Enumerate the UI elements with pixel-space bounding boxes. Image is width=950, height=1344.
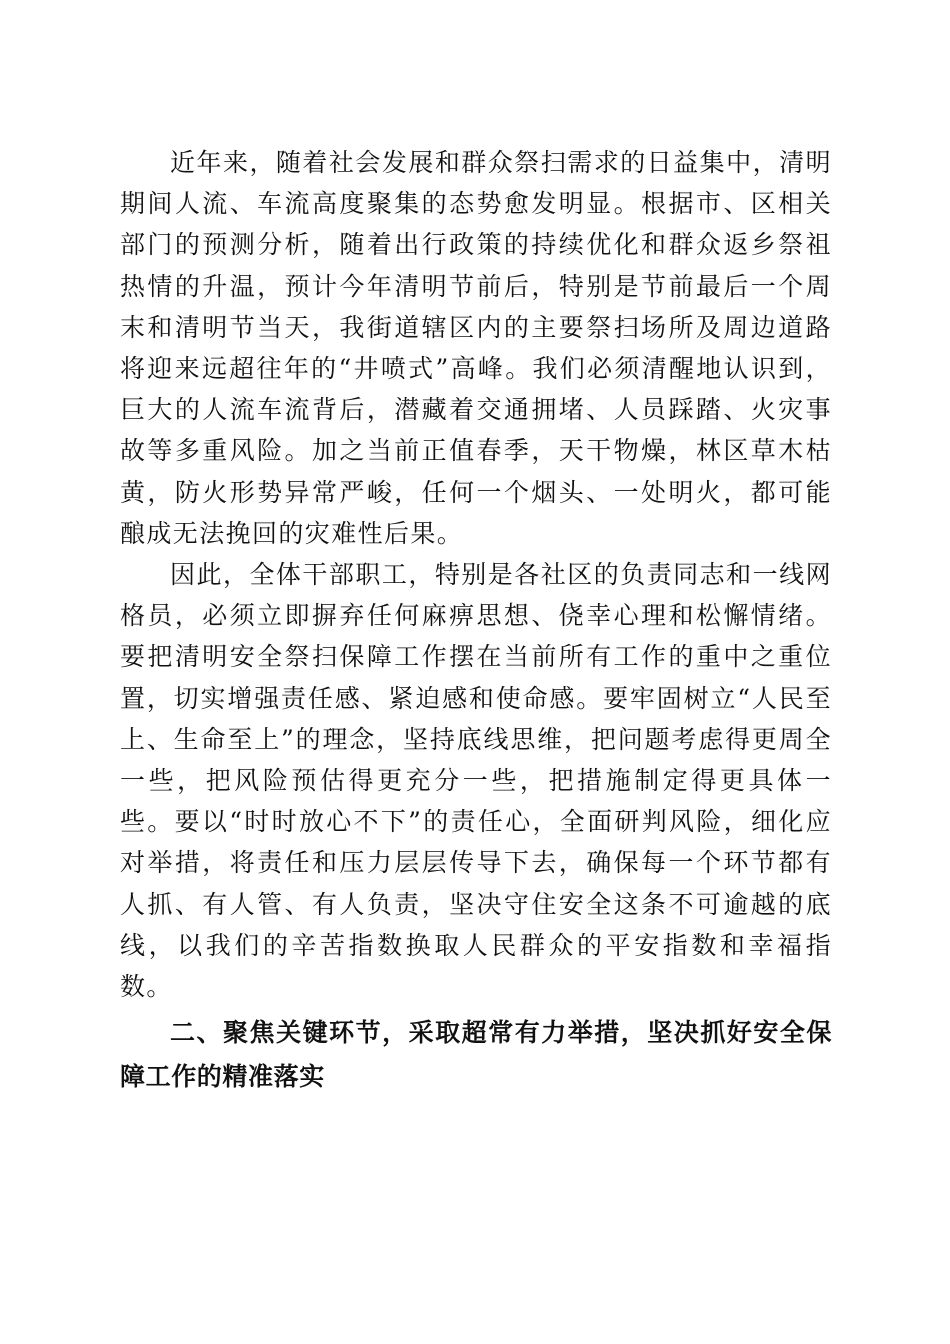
paragraph-risk-situation: 近年来，随着社会发展和群众祭扫需求的日益集中，清明期间人流、车流高度聚集的态势愈发明显。根据市、区相关部门的预测分析，随着出行政策的持续优化和群众返乡祭祖热情的升温，预计今年清明节前后，特别是节前最后一个周末和清明节当天，我街道辖区内的主要祭扫场所及周边道路将迎来远超往年的“井喷式”高峰。我们必须清醒地认识到，巨大的人流车流背后，潜藏着交通拥堵、人员踩踏、火灾事故等多重风险。加之当前正值春季，天干物燥，林区草木枯黄，防火形势异常严峻，任何一个烟头、一处明火，都可能酿成无法挽回的灾难性后果。: [120, 148, 832, 548]
section-heading: 二、聚焦关键环节，采取超常有力举措，坚决抓好安全保障工作的精准落实: [120, 1018, 832, 1092]
document-body: [120, 142, 832, 1099]
paragraph-responsibility: 因此，全体干部职工，特别是各社区的负责同志和一线网格员，必须立即摒弃任何麻痹思想、侥幸心理和松懈情绪。要把清明安全祭扫保障工作摆在当前所有工作的重中之重位置，切实增强责任感、紧迫感和使命感。要牢固树立“人民至上、生命至上”的理念，坚持底线思维，把问题考虑得更周全一些，把风险预估得更充分一些，把措施制定得更具体一些。要以“时时放心不下”的责任心，全面研判风险，细化应对举措，将责任和压力层层传导下去，确保每一个环节都有人抓、有人管、有人负责，坚决守住安全这条不可逾越的底线，以我们的辛苦指数换取人民群众的平安指数和幸福指数。: [120, 560, 832, 1002]
